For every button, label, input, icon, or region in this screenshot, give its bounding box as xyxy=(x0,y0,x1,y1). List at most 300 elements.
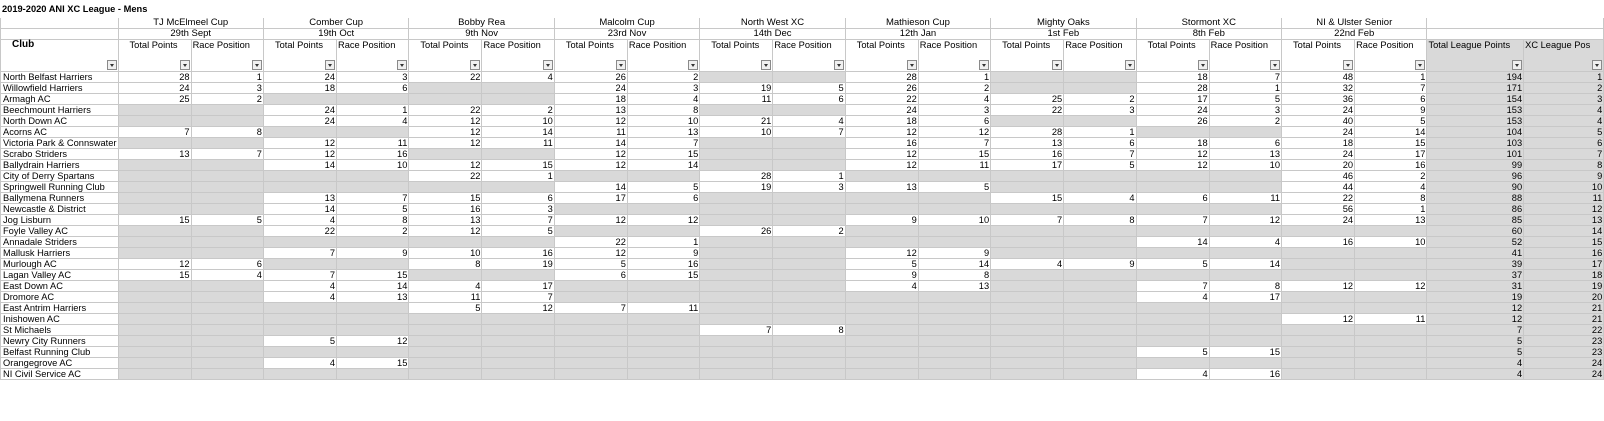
total-points-cell[interactable] xyxy=(409,358,482,369)
race-position-cell[interactable]: 11 xyxy=(918,160,990,171)
race-position-cell[interactable] xyxy=(918,171,990,182)
event-date[interactable]: 23rd Nov xyxy=(554,29,699,40)
total-points-cell[interactable]: 6 xyxy=(1136,193,1209,204)
race-position-cell[interactable]: 3 xyxy=(918,105,990,116)
total-league-points-header[interactable] xyxy=(1427,40,1524,72)
race-position-cell[interactable] xyxy=(482,83,554,94)
league-total-cell[interactable]: 52 xyxy=(1427,237,1524,248)
race-position-cell[interactable] xyxy=(1064,369,1136,380)
total-points-cell[interactable]: 36 xyxy=(1282,94,1355,105)
race-position-cell[interactable]: 3 xyxy=(1064,105,1136,116)
total-points-cell[interactable] xyxy=(991,116,1064,127)
total-points-cell[interactable] xyxy=(991,83,1064,94)
race-position-cell[interactable] xyxy=(1064,116,1136,127)
race-position-cell[interactable] xyxy=(918,358,990,369)
league-total-cell[interactable]: 60 xyxy=(1427,226,1524,237)
race-position-cell[interactable]: 11 xyxy=(1355,314,1427,325)
race-position-header[interactable] xyxy=(1355,40,1427,72)
blank-cell[interactable] xyxy=(1,18,119,29)
total-points-header[interactable] xyxy=(845,40,918,72)
total-points-cell[interactable]: 26 xyxy=(700,226,773,237)
race-position-cell[interactable] xyxy=(1209,336,1281,347)
league-total-cell[interactable]: 103 xyxy=(1427,138,1524,149)
race-position-cell[interactable]: 5 xyxy=(337,204,409,215)
race-position-cell[interactable]: 7 xyxy=(482,292,554,303)
event-name[interactable]: Mighty Oaks xyxy=(991,18,1136,29)
total-points-cell[interactable] xyxy=(1136,325,1209,336)
race-position-cell[interactable] xyxy=(1209,325,1281,336)
total-points-cell[interactable]: 22 xyxy=(409,171,482,182)
total-points-cell[interactable] xyxy=(1136,171,1209,182)
total-points-cell[interactable]: 5 xyxy=(554,259,627,270)
race-position-cell[interactable] xyxy=(482,358,554,369)
total-points-cell[interactable]: 4 xyxy=(1136,369,1209,380)
race-position-cell[interactable]: 17 xyxy=(1355,149,1427,160)
total-points-cell[interactable]: 19 xyxy=(700,182,773,193)
total-points-cell[interactable]: 7 xyxy=(1136,281,1209,292)
race-position-cell[interactable]: 8 xyxy=(1064,215,1136,226)
total-points-cell[interactable] xyxy=(700,303,773,314)
total-points-cell[interactable]: 12 xyxy=(554,149,627,160)
race-position-cell[interactable] xyxy=(918,336,990,347)
race-position-cell[interactable]: 1 xyxy=(337,105,409,116)
race-position-cell[interactable] xyxy=(773,303,845,314)
race-position-cell[interactable]: 4 xyxy=(191,270,263,281)
league-total-cell[interactable]: 88 xyxy=(1427,193,1524,204)
race-position-cell[interactable] xyxy=(773,204,845,215)
race-position-cell[interactable] xyxy=(482,182,554,193)
race-position-cell[interactable]: 2 xyxy=(1064,94,1136,105)
total-points-cell[interactable]: 13 xyxy=(263,193,336,204)
total-points-cell[interactable] xyxy=(700,281,773,292)
total-points-cell[interactable] xyxy=(991,358,1064,369)
total-points-cell[interactable]: 12 xyxy=(845,160,918,171)
total-points-cell[interactable] xyxy=(409,149,482,160)
total-points-cell[interactable] xyxy=(1136,270,1209,281)
total-points-cell[interactable] xyxy=(118,347,191,358)
total-points-cell[interactable] xyxy=(554,204,627,215)
race-position-cell[interactable]: 14 xyxy=(627,160,699,171)
race-position-cell[interactable]: 15 xyxy=(627,149,699,160)
race-position-cell[interactable]: 14 xyxy=(337,281,409,292)
blank-cell[interactable] xyxy=(1427,18,1604,29)
race-position-cell[interactable] xyxy=(918,237,990,248)
total-points-cell[interactable]: 5 xyxy=(1136,347,1209,358)
race-position-cell[interactable]: 1 xyxy=(191,72,263,83)
race-position-cell[interactable]: 15 xyxy=(337,358,409,369)
race-position-header[interactable] xyxy=(482,40,554,72)
race-position-cell[interactable]: 2 xyxy=(191,94,263,105)
total-points-cell[interactable]: 18 xyxy=(845,116,918,127)
race-position-cell[interactable]: 4 xyxy=(1355,182,1427,193)
race-position-cell[interactable] xyxy=(773,314,845,325)
race-position-cell[interactable] xyxy=(191,160,263,171)
total-points-cell[interactable] xyxy=(1282,292,1355,303)
total-points-cell[interactable]: 12 xyxy=(1282,314,1355,325)
total-points-cell[interactable] xyxy=(554,369,627,380)
total-points-cell[interactable] xyxy=(554,347,627,358)
total-points-cell[interactable] xyxy=(554,226,627,237)
total-points-cell[interactable] xyxy=(845,325,918,336)
race-position-cell[interactable]: 6 xyxy=(482,193,554,204)
race-position-cell[interactable]: 12 xyxy=(482,303,554,314)
total-points-cell[interactable] xyxy=(554,281,627,292)
race-position-cell[interactable] xyxy=(773,248,845,259)
total-points-cell[interactable] xyxy=(263,171,336,182)
league-total-cell[interactable]: 153 xyxy=(1427,105,1524,116)
race-position-cell[interactable]: 5 xyxy=(627,182,699,193)
league-total-cell[interactable]: 104 xyxy=(1427,127,1524,138)
race-position-cell[interactable] xyxy=(773,281,845,292)
race-position-cell[interactable]: 4 xyxy=(337,116,409,127)
race-position-cell[interactable]: 5 xyxy=(1209,94,1281,105)
league-total-cell[interactable]: 12 xyxy=(1427,303,1524,314)
event-date[interactable]: 9th Nov xyxy=(409,29,554,40)
league-total-cell[interactable]: 153 xyxy=(1427,116,1524,127)
league-total-cell[interactable]: 194 xyxy=(1427,72,1524,83)
total-points-cell[interactable]: 28 xyxy=(845,72,918,83)
event-name[interactable]: North West XC xyxy=(700,18,845,29)
league-pos-header[interactable] xyxy=(1524,40,1604,72)
filter-dropdown-icon[interactable] xyxy=(325,60,335,70)
race-position-cell[interactable] xyxy=(191,336,263,347)
total-points-cell[interactable]: 7 xyxy=(263,270,336,281)
race-position-cell[interactable] xyxy=(773,193,845,204)
race-position-cell[interactable] xyxy=(1064,204,1136,215)
total-points-cell[interactable] xyxy=(409,182,482,193)
total-points-cell[interactable]: 16 xyxy=(845,138,918,149)
race-position-cell[interactable]: 11 xyxy=(1209,193,1281,204)
race-position-cell[interactable]: 7 xyxy=(1209,72,1281,83)
race-position-cell[interactable]: 12 xyxy=(918,127,990,138)
event-name[interactable]: Comber Cup xyxy=(263,18,408,29)
race-position-cell[interactable]: 15 xyxy=(918,149,990,160)
race-position-cell[interactable]: 9 xyxy=(627,248,699,259)
race-position-cell[interactable]: 9 xyxy=(918,248,990,259)
total-points-cell[interactable] xyxy=(118,182,191,193)
race-position-cell[interactable]: 9 xyxy=(1355,105,1427,116)
race-position-cell[interactable] xyxy=(191,237,263,248)
race-position-cell[interactable] xyxy=(918,314,990,325)
total-points-cell[interactable] xyxy=(263,182,336,193)
league-total-cell[interactable]: 85 xyxy=(1427,215,1524,226)
league-pos-cell[interactable]: 13 xyxy=(1524,215,1604,226)
total-points-cell[interactable] xyxy=(263,303,336,314)
league-pos-cell[interactable]: 4 xyxy=(1524,105,1604,116)
league-pos-cell[interactable]: 6 xyxy=(1524,138,1604,149)
total-points-cell[interactable] xyxy=(1136,127,1209,138)
total-points-cell[interactable]: 12 xyxy=(845,127,918,138)
total-points-cell[interactable] xyxy=(991,72,1064,83)
total-points-cell[interactable] xyxy=(554,358,627,369)
race-position-cell[interactable] xyxy=(1355,325,1427,336)
total-points-cell[interactable]: 16 xyxy=(1282,237,1355,248)
total-points-cell[interactable] xyxy=(1136,358,1209,369)
race-position-cell[interactable] xyxy=(191,292,263,303)
club-name[interactable]: Newry City Runners xyxy=(1,336,119,347)
race-position-cell[interactable] xyxy=(337,347,409,358)
race-position-cell[interactable]: 6 xyxy=(1355,94,1427,105)
total-points-cell[interactable] xyxy=(1136,303,1209,314)
total-points-cell[interactable]: 9 xyxy=(845,270,918,281)
club-name[interactable]: North Down AC xyxy=(1,116,119,127)
total-points-cell[interactable] xyxy=(263,237,336,248)
race-position-cell[interactable]: 7 xyxy=(918,138,990,149)
total-points-cell[interactable] xyxy=(991,237,1064,248)
total-points-cell[interactable] xyxy=(991,270,1064,281)
league-total-cell[interactable]: 90 xyxy=(1427,182,1524,193)
league-total-cell[interactable]: 4 xyxy=(1427,358,1524,369)
total-points-cell[interactable] xyxy=(554,336,627,347)
league-pos-cell[interactable]: 15 xyxy=(1524,237,1604,248)
total-points-cell[interactable] xyxy=(118,116,191,127)
race-position-cell[interactable] xyxy=(1355,369,1427,380)
total-points-cell[interactable]: 11 xyxy=(409,292,482,303)
race-position-cell[interactable]: 13 xyxy=(918,281,990,292)
league-total-cell[interactable]: 12 xyxy=(1427,314,1524,325)
total-points-cell[interactable]: 15 xyxy=(409,193,482,204)
total-points-cell[interactable]: 12 xyxy=(845,248,918,259)
race-position-cell[interactable] xyxy=(482,149,554,160)
total-points-cell[interactable] xyxy=(845,303,918,314)
race-position-cell[interactable]: 6 xyxy=(191,259,263,270)
total-points-cell[interactable] xyxy=(409,369,482,380)
race-position-cell[interactable]: 4 xyxy=(482,72,554,83)
total-points-cell[interactable] xyxy=(845,226,918,237)
total-points-cell[interactable] xyxy=(1282,259,1355,270)
total-points-cell[interactable]: 12 xyxy=(409,138,482,149)
race-position-cell[interactable] xyxy=(773,160,845,171)
race-position-cell[interactable] xyxy=(1064,83,1136,94)
race-position-cell[interactable]: 6 xyxy=(773,94,845,105)
race-position-cell[interactable]: 2 xyxy=(918,83,990,94)
total-points-cell[interactable] xyxy=(991,336,1064,347)
race-position-cell[interactable] xyxy=(773,292,845,303)
total-points-cell[interactable] xyxy=(991,182,1064,193)
race-position-cell[interactable] xyxy=(627,325,699,336)
race-position-cell[interactable]: 3 xyxy=(627,83,699,94)
total-points-cell[interactable]: 40 xyxy=(1282,116,1355,127)
league-total-cell[interactable]: 171 xyxy=(1427,83,1524,94)
total-points-cell[interactable] xyxy=(845,314,918,325)
race-position-cell[interactable] xyxy=(482,347,554,358)
race-position-cell[interactable] xyxy=(1064,237,1136,248)
total-points-cell[interactable]: 12 xyxy=(409,116,482,127)
race-position-cell[interactable] xyxy=(1064,336,1136,347)
league-pos-cell[interactable]: 19 xyxy=(1524,281,1604,292)
club-name[interactable]: East Down AC xyxy=(1,281,119,292)
filter-dropdown-icon[interactable] xyxy=(252,60,262,70)
race-position-cell[interactable]: 7 xyxy=(337,193,409,204)
race-position-header[interactable] xyxy=(918,40,990,72)
total-points-cell[interactable] xyxy=(1282,369,1355,380)
league-total-cell[interactable]: 86 xyxy=(1427,204,1524,215)
race-position-header[interactable] xyxy=(191,40,263,72)
race-position-cell[interactable]: 2 xyxy=(1355,171,1427,182)
total-points-cell[interactable]: 24 xyxy=(1136,105,1209,116)
total-points-cell[interactable] xyxy=(409,83,482,94)
total-points-cell[interactable] xyxy=(845,347,918,358)
total-points-cell[interactable]: 14 xyxy=(554,182,627,193)
total-points-cell[interactable]: 46 xyxy=(1282,171,1355,182)
race-position-cell[interactable] xyxy=(482,325,554,336)
race-position-cell[interactable] xyxy=(918,193,990,204)
total-points-cell[interactable] xyxy=(263,314,336,325)
total-points-header[interactable] xyxy=(991,40,1064,72)
total-points-cell[interactable] xyxy=(263,325,336,336)
club-name[interactable]: North Belfast Harriers xyxy=(1,72,119,83)
total-points-cell[interactable] xyxy=(1136,248,1209,259)
total-points-cell[interactable]: 7 xyxy=(1136,215,1209,226)
race-position-cell[interactable]: 4 xyxy=(1064,193,1136,204)
total-points-cell[interactable] xyxy=(991,204,1064,215)
race-position-cell[interactable] xyxy=(1064,182,1136,193)
filter-dropdown-icon[interactable] xyxy=(1512,60,1522,70)
race-position-cell[interactable]: 5 xyxy=(191,215,263,226)
race-position-cell[interactable] xyxy=(337,325,409,336)
league-total-cell[interactable]: 7 xyxy=(1427,325,1524,336)
race-position-cell[interactable] xyxy=(1064,270,1136,281)
filter-dropdown-icon[interactable] xyxy=(1415,60,1425,70)
total-points-cell[interactable] xyxy=(700,193,773,204)
race-position-cell[interactable] xyxy=(482,270,554,281)
league-total-cell[interactable]: 99 xyxy=(1427,160,1524,171)
race-position-cell[interactable] xyxy=(773,347,845,358)
race-position-cell[interactable]: 1 xyxy=(1064,127,1136,138)
race-position-cell[interactable]: 6 xyxy=(1209,138,1281,149)
total-points-header[interactable] xyxy=(263,40,336,72)
total-points-cell[interactable] xyxy=(1282,270,1355,281)
sheet-title[interactable]: 2019-2020 ANI XC League - Mens xyxy=(2,4,148,14)
total-points-cell[interactable] xyxy=(118,204,191,215)
league-pos-cell[interactable]: 4 xyxy=(1524,116,1604,127)
race-position-cell[interactable] xyxy=(773,237,845,248)
total-points-cell[interactable]: 28 xyxy=(1136,83,1209,94)
race-position-cell[interactable] xyxy=(337,303,409,314)
total-points-cell[interactable] xyxy=(1282,358,1355,369)
league-pos-cell[interactable]: 10 xyxy=(1524,182,1604,193)
total-points-cell[interactable]: 22 xyxy=(991,105,1064,116)
race-position-cell[interactable] xyxy=(918,347,990,358)
race-position-header[interactable] xyxy=(773,40,845,72)
total-points-cell[interactable]: 32 xyxy=(1282,83,1355,94)
blank-cell[interactable] xyxy=(1,29,119,40)
total-points-cell[interactable]: 16 xyxy=(409,204,482,215)
race-position-cell[interactable] xyxy=(918,292,990,303)
total-points-cell[interactable] xyxy=(263,259,336,270)
race-position-cell[interactable]: 13 xyxy=(1355,215,1427,226)
total-points-cell[interactable] xyxy=(991,314,1064,325)
race-position-cell[interactable] xyxy=(482,369,554,380)
race-position-cell[interactable]: 4 xyxy=(1209,237,1281,248)
race-position-cell[interactable] xyxy=(918,325,990,336)
total-points-cell[interactable]: 13 xyxy=(409,215,482,226)
race-position-cell[interactable] xyxy=(337,182,409,193)
total-points-cell[interactable] xyxy=(118,325,191,336)
total-points-cell[interactable]: 25 xyxy=(991,94,1064,105)
total-points-cell[interactable]: 7 xyxy=(118,127,191,138)
race-position-header[interactable] xyxy=(627,40,699,72)
race-position-cell[interactable]: 3 xyxy=(337,72,409,83)
total-points-cell[interactable]: 22 xyxy=(554,237,627,248)
race-position-cell[interactable] xyxy=(191,204,263,215)
race-position-cell[interactable]: 11 xyxy=(482,138,554,149)
total-points-cell[interactable]: 10 xyxy=(700,127,773,138)
total-points-cell[interactable]: 17 xyxy=(1136,94,1209,105)
total-points-cell[interactable] xyxy=(700,149,773,160)
race-position-cell[interactable] xyxy=(1355,270,1427,281)
race-position-cell[interactable]: 7 xyxy=(1064,149,1136,160)
race-position-cell[interactable] xyxy=(773,259,845,270)
total-points-cell[interactable]: 14 xyxy=(263,204,336,215)
club-name[interactable]: Lagan Valley AC xyxy=(1,270,119,281)
race-position-header[interactable] xyxy=(1064,40,1136,72)
race-position-cell[interactable]: 15 xyxy=(627,270,699,281)
club-name[interactable]: Murlough AC xyxy=(1,259,119,270)
race-position-cell[interactable]: 7 xyxy=(627,138,699,149)
total-points-cell[interactable] xyxy=(700,215,773,226)
filter-dropdown-icon[interactable] xyxy=(180,60,190,70)
race-position-cell[interactable]: 5 xyxy=(1355,116,1427,127)
league-pos-cell[interactable]: 14 xyxy=(1524,226,1604,237)
race-position-cell[interactable] xyxy=(191,193,263,204)
race-position-cell[interactable]: 8 xyxy=(1355,193,1427,204)
race-position-cell[interactable] xyxy=(627,314,699,325)
race-position-cell[interactable] xyxy=(191,314,263,325)
total-points-cell[interactable]: 24 xyxy=(1282,215,1355,226)
league-total-cell[interactable]: 19 xyxy=(1427,292,1524,303)
race-position-cell[interactable]: 10 xyxy=(627,116,699,127)
race-position-cell[interactable]: 13 xyxy=(1209,149,1281,160)
total-points-cell[interactable]: 10 xyxy=(409,248,482,259)
race-position-cell[interactable]: 2 xyxy=(627,72,699,83)
race-position-cell[interactable]: 17 xyxy=(1209,292,1281,303)
race-position-cell[interactable] xyxy=(337,237,409,248)
race-position-cell[interactable] xyxy=(1064,314,1136,325)
race-position-cell[interactable] xyxy=(1209,182,1281,193)
total-points-cell[interactable]: 5 xyxy=(845,259,918,270)
league-pos-cell[interactable]: 21 xyxy=(1524,314,1604,325)
race-position-cell[interactable]: 8 xyxy=(1209,281,1281,292)
total-points-cell[interactable] xyxy=(409,237,482,248)
race-position-cell[interactable] xyxy=(191,105,263,116)
club-name[interactable]: Belfast Running Club xyxy=(1,347,119,358)
race-position-cell[interactable]: 2 xyxy=(773,226,845,237)
total-points-cell[interactable] xyxy=(700,358,773,369)
total-points-header[interactable] xyxy=(700,40,773,72)
race-position-cell[interactable]: 6 xyxy=(627,193,699,204)
total-points-cell[interactable]: 22 xyxy=(409,105,482,116)
race-position-cell[interactable] xyxy=(191,358,263,369)
total-points-cell[interactable] xyxy=(991,171,1064,182)
total-points-cell[interactable] xyxy=(845,358,918,369)
league-pos-cell[interactable]: 16 xyxy=(1524,248,1604,259)
club-name[interactable]: City of Derry Spartans xyxy=(1,171,119,182)
total-points-cell[interactable]: 24 xyxy=(263,72,336,83)
total-points-cell[interactable]: 12 xyxy=(1136,149,1209,160)
race-position-cell[interactable]: 7 xyxy=(1355,83,1427,94)
race-position-cell[interactable] xyxy=(191,369,263,380)
total-points-cell[interactable] xyxy=(118,292,191,303)
total-points-cell[interactable] xyxy=(1282,226,1355,237)
race-position-cell[interactable] xyxy=(191,171,263,182)
race-position-cell[interactable]: 13 xyxy=(337,292,409,303)
total-points-header[interactable] xyxy=(554,40,627,72)
filter-dropdown-icon[interactable] xyxy=(397,60,407,70)
total-points-cell[interactable] xyxy=(700,347,773,358)
race-position-cell[interactable] xyxy=(191,138,263,149)
race-position-cell[interactable] xyxy=(191,116,263,127)
